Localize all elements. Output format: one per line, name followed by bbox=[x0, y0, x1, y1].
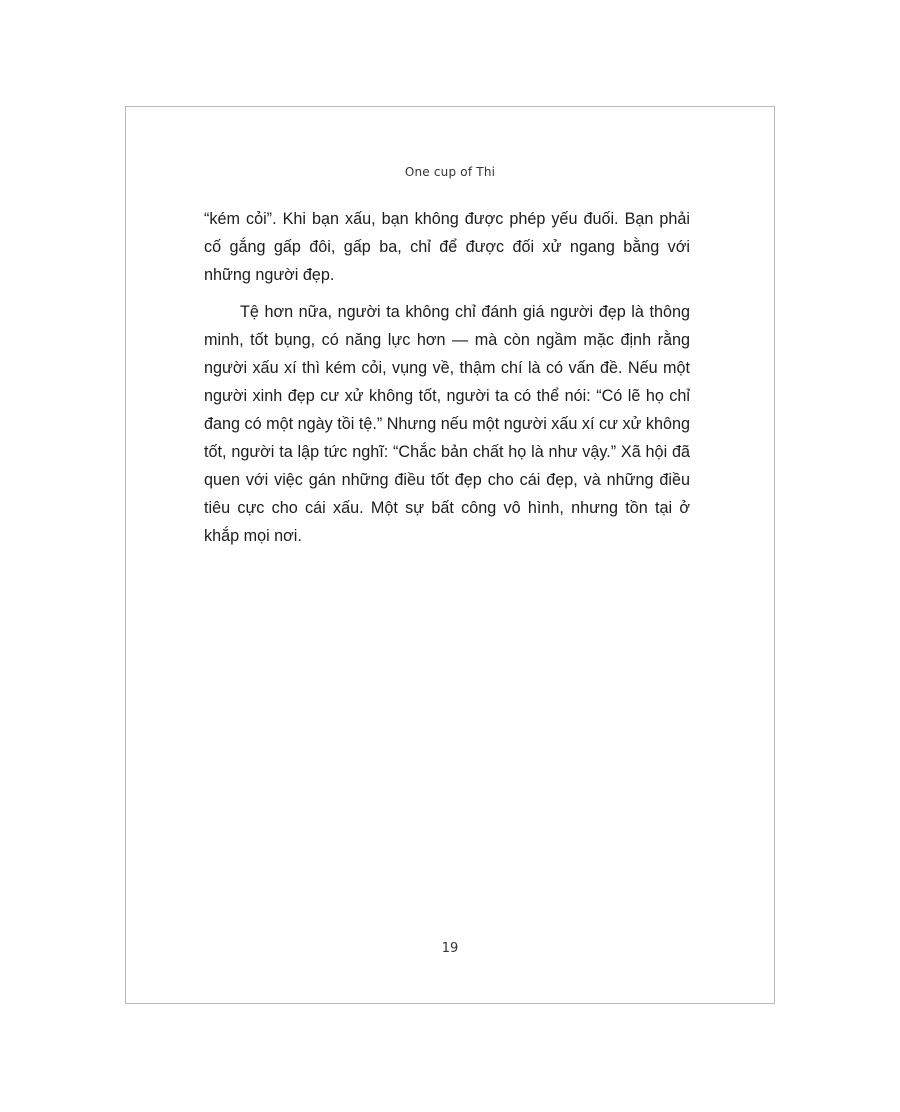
running-header-title: One cup of Thi bbox=[404, 165, 496, 179]
paragraph: Tệ hơn nữa, người ta không chỉ đánh giá người đẹp là thông minh, tốt bụng, có năng lực hơn — mà còn ngầm mặc định rằng người xấu xí thì kém cỏi, vụng về, thậm chí là có vấn đề. Nếu một người xinh đẹp cư xử không tốt, người ta có thể nói: “Có lẽ họ chỉ đang có một ngày tồi tệ.” Nhưng nếu một người xấu xí cư xử không tốt, người ta lập tức nghĩ: “Chắc bản chất họ là như vậy.” Xã hội đã quen với việc gán những điều tốt đẹp cho cái đẹp, và những điều tiêu cực cho cái xấu. Một sự bất công vô hình, nhưng tồn tại ở khắp mọi nơi. bbox=[204, 303, 690, 545]
paragraph-continuation: “kém cỏi”. Khi bạn xấu, bạn không được phép yếu đuối. Bạn phải cố gắng gấp đôi, gấp ba, chỉ để được đối xử ngang bằng với những người đẹp. bbox=[204, 210, 690, 284]
page-number: 19 bbox=[441, 941, 459, 956]
page-body bbox=[204, 205, 690, 559]
book-page bbox=[125, 106, 775, 1004]
